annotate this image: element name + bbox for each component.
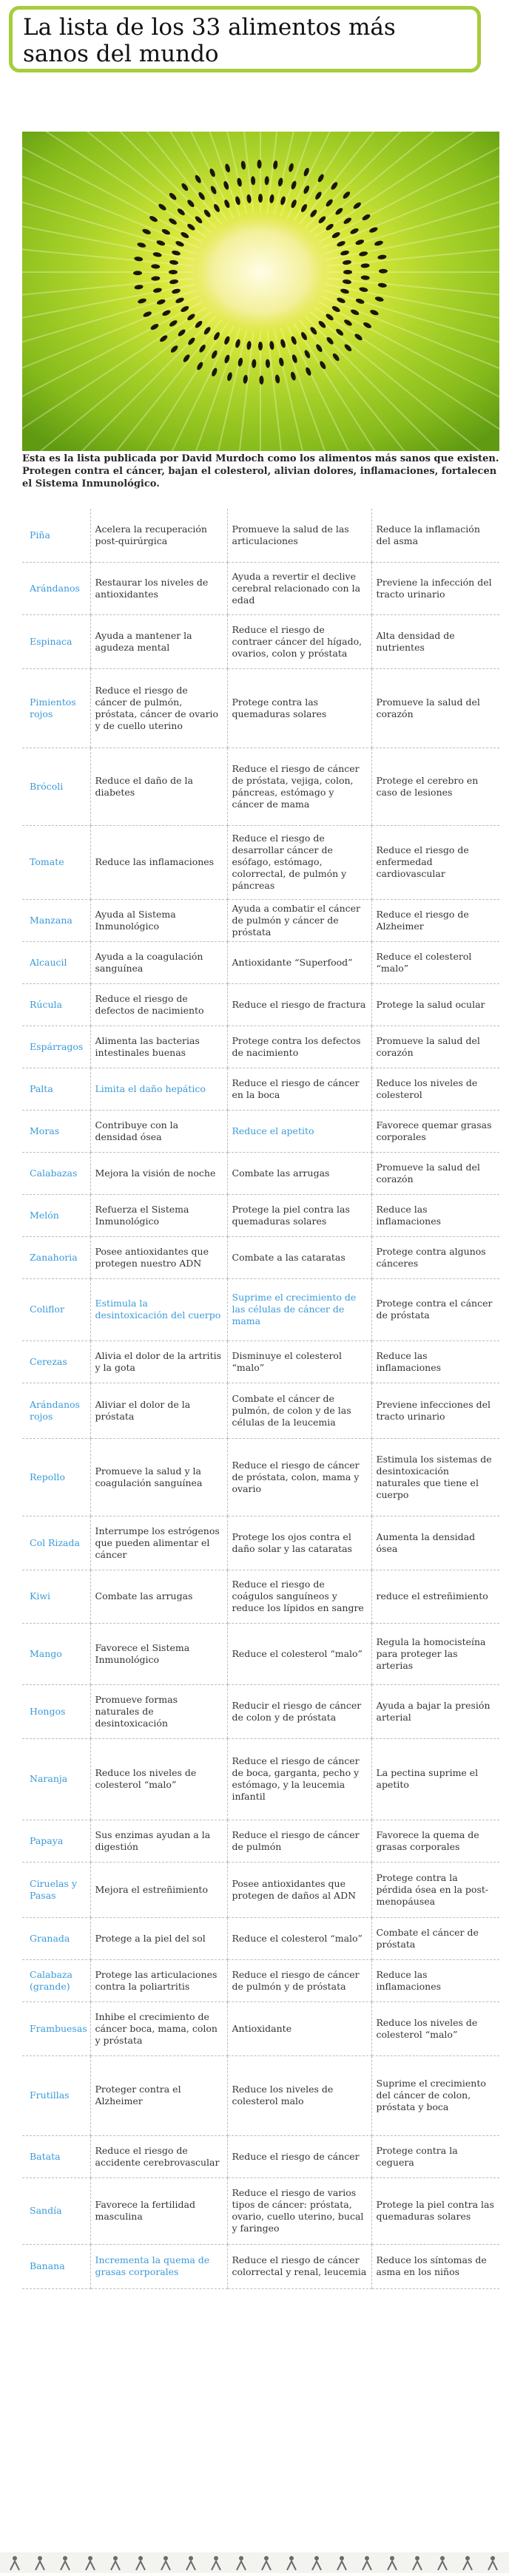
table-row bbox=[22, 1516, 499, 1570]
benefit-2: Reduce el riesgo de desarrollar cáncer de esófago, estómago, colorrectal, de pulmón y páncreas bbox=[227, 825, 371, 899]
benefit-3: La pectina suprime el apetito bbox=[371, 1738, 499, 1820]
benefit-1: Mejora el estreñimiento bbox=[90, 1862, 227, 1917]
benefit-1: Restaurar los niveles de antioxidantes bbox=[90, 562, 227, 614]
food-name-link[interactable]: Hongos bbox=[22, 1684, 90, 1738]
benefit-1: Alimenta las bacterias intestinales buenas bbox=[90, 1026, 227, 1068]
benefit-2: Reduce el riesgo de cáncer de próstata, vejiga, colon, páncreas, estómago y cáncer de mama bbox=[227, 748, 371, 825]
table-row bbox=[22, 2135, 499, 2177]
table-row bbox=[22, 1820, 499, 1862]
benefit-1: Interrumpe los estrógenos que pueden alimentar el cáncer bbox=[90, 1516, 227, 1570]
table-row bbox=[22, 562, 499, 614]
benefit-1[interactable]: Incrementa la quema de grasas corporales bbox=[90, 2244, 227, 2288]
benefit-2: Protege contra las quemaduras solares bbox=[227, 668, 371, 748]
benefit-2: Reduce el riesgo de cáncer bbox=[227, 2135, 371, 2177]
table-row bbox=[22, 1738, 499, 1820]
benefit-1: Reduce las inflamaciones bbox=[90, 825, 227, 899]
benefit-1: Protege las articulaciones contra la poliartritis bbox=[90, 1959, 227, 2002]
benefit-2: Protege contra los defectos de nacimiento bbox=[227, 1026, 371, 1068]
benefit-2: Reduce el riesgo de cáncer de próstata, colon, mama y ovario bbox=[227, 1438, 371, 1516]
table-row bbox=[22, 509, 499, 562]
food-name-link[interactable]: Frutillas bbox=[22, 2055, 90, 2135]
benefit-3: reduce el estreñimiento bbox=[371, 1570, 499, 1623]
benefit-1: Ayuda a mantener la agudeza mental bbox=[90, 614, 227, 668]
table-row bbox=[22, 1278, 499, 1340]
benefit-2: Promueve la salud de las articulaciones bbox=[227, 509, 371, 562]
table-row bbox=[22, 668, 499, 748]
food-name-link[interactable]: Frambuesas bbox=[22, 2002, 90, 2055]
intro-part2: Protegen contra el cáncer, bajan el colesterol, alivian dolores, inflamaciones, fortalecen el Sistema Inmunológico. bbox=[22, 466, 497, 489]
table-row bbox=[22, 941, 499, 983]
benefit-1: Posee antioxidantes que protegen nuestro ADN bbox=[90, 1236, 227, 1278]
food-name-link[interactable]: Manzana bbox=[22, 899, 90, 941]
food-name-link[interactable]: Col Rizada bbox=[22, 1516, 90, 1570]
benefit-2: Combate a las cataratas bbox=[227, 1236, 371, 1278]
benefit-1: Contribuye con la densidad ósea bbox=[90, 1110, 227, 1152]
benefit-2: Reducir el riesgo de cáncer de colon y de próstata bbox=[227, 1684, 371, 1738]
table-row bbox=[22, 1917, 499, 1959]
table-row bbox=[22, 1862, 499, 1917]
table-row bbox=[22, 1383, 499, 1438]
benefit-2: Ayuda a revertir el declive cerebral relacionado con la edad bbox=[227, 562, 371, 614]
benefit-3: Reduce las inflamaciones bbox=[371, 1194, 499, 1236]
food-name-link[interactable]: Alcaucil bbox=[22, 941, 90, 983]
food-name-link[interactable]: Pimientos rojos bbox=[22, 668, 90, 748]
benefit-2: Combate las arrugas bbox=[227, 1152, 371, 1194]
benefit-3: Protege la piel contra las quemaduras solares bbox=[371, 2177, 499, 2244]
benefit-3: Promueve la salud del corazón bbox=[371, 668, 499, 748]
table-row bbox=[22, 1194, 499, 1236]
food-name-link[interactable]: Brócoli bbox=[22, 748, 90, 825]
benefit-3: Promueve la salud del corazón bbox=[371, 1152, 499, 1194]
kiwi-image bbox=[22, 132, 499, 451]
benefit-3: Reduce los síntomas de asma en los niños bbox=[371, 2244, 499, 2288]
benefit-3: Previene la infección del tracto urinario bbox=[371, 562, 499, 614]
food-name-link[interactable]: Arándanos rojos bbox=[22, 1383, 90, 1438]
benefit-2: Reduce el riesgo de fractura bbox=[227, 983, 371, 1026]
benefit-3: Regula la homocisteína para proteger las arterias bbox=[371, 1623, 499, 1684]
benefit-1: Reduce el riesgo de accidente cerebrovascular bbox=[90, 2135, 227, 2177]
benefit-2: Protege los ojos contra el daño solar y las cataratas bbox=[227, 1516, 371, 1570]
benefit-1: Reduce el riesgo de cáncer de pulmón, próstata, cáncer de ovario y de cuello uterino bbox=[90, 668, 227, 748]
benefit-2[interactable]: Reduce el apetito bbox=[227, 1110, 371, 1152]
benefit-1: Mejora la visión de noche bbox=[90, 1152, 227, 1194]
table-row bbox=[22, 1623, 499, 1684]
benefit-3: Protege contra algunos cánceres bbox=[371, 1236, 499, 1278]
benefit-2: Reduce el riesgo de contraer cáncer del hígado, ovarios, colon y próstata bbox=[227, 614, 371, 668]
intro-text bbox=[22, 453, 499, 490]
food-name-link[interactable]: Tomate bbox=[22, 825, 90, 899]
benefit-1: Ayuda a la coagulación sanguínea bbox=[90, 941, 227, 983]
table-row bbox=[22, 1068, 499, 1110]
food-name-link[interactable]: Papaya bbox=[22, 1820, 90, 1862]
benefit-3: Ayuda a bajar la presión arterial bbox=[371, 1684, 499, 1738]
food-name-link[interactable]: Calabazas bbox=[22, 1152, 90, 1194]
benefit-1: Inhibe el crecimiento de cáncer boca, mama, colon y próstata bbox=[90, 2002, 227, 2055]
benefit-2: Antioxidante bbox=[227, 2002, 371, 2055]
benefit-2: Reduce el riesgo de cáncer colorrectal y renal, leucemia bbox=[227, 2244, 371, 2288]
food-name-link[interactable]: Espinaca bbox=[22, 614, 90, 668]
benefit-1: Promueve la salud y la coagulación sanguínea bbox=[90, 1438, 227, 1516]
benefit-3: Reduce los niveles de colesterol “malo” bbox=[371, 2002, 499, 2055]
food-name-link[interactable]: Melón bbox=[22, 1194, 90, 1236]
benefit-2: Combate el cáncer de pulmón, de colon y de las células de la leucemia bbox=[227, 1383, 371, 1438]
benefit-3: Protege contra la pérdida ósea en la post-menopáusea bbox=[371, 1862, 499, 1917]
food-name-link[interactable]: Granada bbox=[22, 1917, 90, 1959]
benefit-1: Aliviar el dolor de la próstata bbox=[90, 1383, 227, 1438]
benefit-3: Estimula los sistemas de desintoxicación naturales que tiene el cuerpo bbox=[371, 1438, 499, 1516]
benefit-2: Reduce los niveles de colesterol malo bbox=[227, 2055, 371, 2135]
benefit-1[interactable]: Limita el daño hepático bbox=[90, 1068, 227, 1110]
benefit-3: Protege contra el cáncer de próstata bbox=[371, 1278, 499, 1340]
food-name-link[interactable]: Cerezas bbox=[22, 1340, 90, 1383]
table-row bbox=[22, 2177, 499, 2244]
benefit-1: Reduce los niveles de colesterol “malo” bbox=[90, 1738, 227, 1820]
benefit-3: Previene infecciones del tracto urinario bbox=[371, 1383, 499, 1438]
table-row bbox=[22, 1340, 499, 1383]
benefit-2: Protege la piel contra las quemaduras solares bbox=[227, 1194, 371, 1236]
table-row bbox=[22, 1959, 499, 2002]
benefit-3: Favorece quemar grasas corporales bbox=[371, 1110, 499, 1152]
food-name-link[interactable]: Sandía bbox=[22, 2177, 90, 2244]
benefit-1: Reduce el riesgo de defectos de nacimiento bbox=[90, 983, 227, 1026]
benefit-3: Reduce las inflamaciones bbox=[371, 1959, 499, 2002]
benefit-1: Protege a la piel del sol bbox=[90, 1917, 227, 1959]
benefit-3: Reduce los niveles de colesterol bbox=[371, 1068, 499, 1110]
food-name-link[interactable]: Moras bbox=[22, 1110, 90, 1152]
benefit-3: Favorece la quema de grasas corporales bbox=[371, 1820, 499, 1862]
food-name-link[interactable]: Kiwi bbox=[22, 1570, 90, 1623]
benefit-1: Acelera la recuperación post-quirúrgica bbox=[90, 509, 227, 562]
table-row bbox=[22, 983, 499, 1026]
food-name-link[interactable]: Rúcula bbox=[22, 983, 90, 1026]
benefit-3: Protege la salud ocular bbox=[371, 983, 499, 1026]
benefit-3: Alta densidad de nutrientes bbox=[371, 614, 499, 668]
table-row bbox=[22, 1236, 499, 1278]
benefit-1: Favorece la fertilidad masculina bbox=[90, 2177, 227, 2244]
food-name-link[interactable]: Naranja bbox=[22, 1738, 90, 1820]
benefit-1: Proteger contra el Alzheimer bbox=[90, 2055, 227, 2135]
food-name-link[interactable]: Arándanos bbox=[22, 562, 90, 614]
table-row bbox=[22, 2244, 499, 2288]
benefit-3: Reduce las inflamaciones bbox=[371, 1340, 499, 1383]
footer-figures bbox=[0, 2552, 509, 2573]
benefit-1: Promueve formas naturales de desintoxicación bbox=[90, 1684, 227, 1738]
benefit-2: Reduce el colesterol “malo” bbox=[227, 1623, 371, 1684]
table-row bbox=[22, 1438, 499, 1516]
food-name-link[interactable]: Coliflor bbox=[22, 1278, 90, 1340]
benefit-3: Suprime el crecimiento del cáncer de colon, próstata y boca bbox=[371, 2055, 499, 2135]
footer-strip bbox=[0, 2552, 509, 2573]
benefit-2: Ayuda a combatir el cáncer de pulmón y cáncer de próstata bbox=[227, 899, 371, 941]
benefit-2: Reduce el colesterol “malo” bbox=[227, 1917, 371, 1959]
food-name-link[interactable]: Espárragos bbox=[22, 1026, 90, 1068]
benefit-2: Reduce el riesgo de varios tipos de cáncer: próstata, ovario, cuello uterino, bucal y faringeo bbox=[227, 2177, 371, 2244]
benefit-1[interactable]: Estimula la desintoxicación del cuerpo bbox=[90, 1278, 227, 1340]
benefit-3: Reduce el riesgo de enfermedad cardiovascular bbox=[371, 825, 499, 899]
food-name-link[interactable]: Piña bbox=[22, 509, 90, 562]
food-name-link[interactable]: Mango bbox=[22, 1623, 90, 1684]
benefit-3: Promueve la salud del corazón bbox=[371, 1026, 499, 1068]
table-row bbox=[22, 899, 499, 941]
title-box bbox=[9, 6, 481, 72]
benefit-3: Aumenta la densidad ósea bbox=[371, 1516, 499, 1570]
food-name-link[interactable]: Zanahoria bbox=[22, 1236, 90, 1278]
benefit-1: Reduce el daño de la diabetes bbox=[90, 748, 227, 825]
benefit-3: Combate el cáncer de próstata bbox=[371, 1917, 499, 1959]
benefit-3: Reduce la inflamación del asma bbox=[371, 509, 499, 562]
benefit-2: Posee antioxidantes que protegen de daños al ADN bbox=[227, 1862, 371, 1917]
benefit-3: Reduce el riesgo de Alzheimer bbox=[371, 899, 499, 941]
food-name-link[interactable]: Ciruelas y Pasas bbox=[22, 1862, 90, 1917]
benefit-1: Refuerza el Sistema Inmunológico bbox=[90, 1194, 227, 1236]
table-row bbox=[22, 1684, 499, 1738]
benefit-1: Favorece el Sistema Inmunológico bbox=[90, 1623, 227, 1684]
table-row bbox=[22, 614, 499, 668]
table-row bbox=[22, 748, 499, 825]
table-row bbox=[22, 1570, 499, 1623]
benefit-2: Antioxidante “Superfood” bbox=[227, 941, 371, 983]
kiwi-illustration bbox=[22, 132, 499, 451]
table-row bbox=[22, 1110, 499, 1152]
table-row bbox=[22, 825, 499, 899]
benefit-1: Alivia el dolor de la artritis y la gota bbox=[90, 1340, 227, 1383]
benefit-2: Reduce el riesgo de cáncer de pulmón y de próstata bbox=[227, 1959, 371, 2002]
table-row bbox=[22, 1026, 499, 1068]
food-name-link[interactable]: Calabaza (grande) bbox=[22, 1959, 90, 2002]
benefit-2[interactable]: Suprime el crecimiento de las células de cáncer de mama bbox=[227, 1278, 371, 1340]
food-name-link[interactable]: Batata bbox=[22, 2135, 90, 2177]
benefit-3: Protege contra la ceguera bbox=[371, 2135, 499, 2177]
benefit-2: Reduce el riesgo de cáncer de boca, garganta, pecho y estómago, y la leucemia infantil bbox=[227, 1738, 371, 1820]
table-row bbox=[22, 2002, 499, 2055]
food-name-link[interactable]: Palta bbox=[22, 1068, 90, 1110]
table-row bbox=[22, 1152, 499, 1194]
benefit-1: Combate las arrugas bbox=[90, 1570, 227, 1623]
food-table bbox=[22, 509, 499, 2289]
benefit-2: Disminuye el colesterol “malo” bbox=[227, 1340, 371, 1383]
benefit-2: Reduce el riesgo de cáncer en la boca bbox=[227, 1068, 371, 1110]
food-name-link[interactable]: Banana bbox=[22, 2244, 90, 2288]
benefit-2: Reduce el riesgo de coágulos sanguíneos y reduce los lípidos en sangre bbox=[227, 1570, 371, 1623]
benefit-3: Reduce el colesterol “malo” bbox=[371, 941, 499, 983]
table-row bbox=[22, 2055, 499, 2135]
benefit-1: Sus enzimas ayudan a la digestión bbox=[90, 1820, 227, 1862]
benefit-3: Protege el cerebro en caso de lesiones bbox=[371, 748, 499, 825]
benefit-2: Reduce el riesgo de cáncer de pulmón bbox=[227, 1820, 371, 1862]
intro-part1: Esta es la lista publicada por David Murdoch como los alimentos más sanos que existen. bbox=[22, 453, 499, 464]
page-title: La lista de los 33 alimentos más sanos del mundo bbox=[23, 14, 396, 67]
food-name-link[interactable]: Repollo bbox=[22, 1438, 90, 1516]
benefit-1: Ayuda al Sistema Inmunológico bbox=[90, 899, 227, 941]
